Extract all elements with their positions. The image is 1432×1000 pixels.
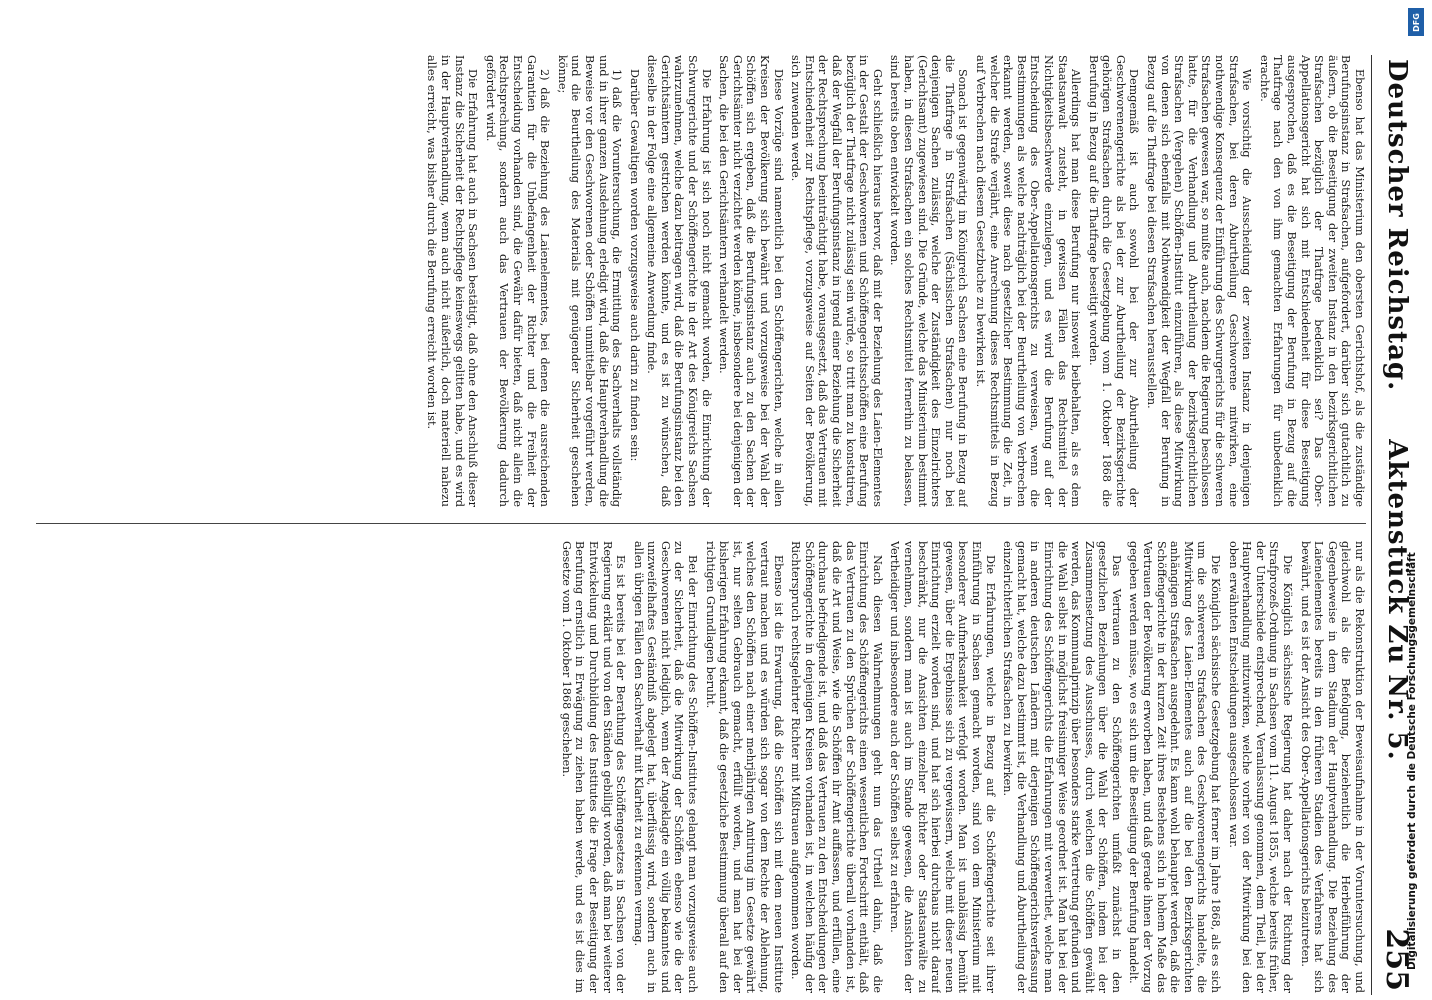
rotated-content <box>30 55 1420 995</box>
paragraph: Wie vorsichtig die Ausscheidung der zweiten Instanz in denjenigen Strafsachen, bei deren Aburtheilung Geschworene mitwirken, eine nothwendige Konsequenz der Einführung des Schwurgerichts für die schweren Strafsachen gewesen war, so mußte auch, nachdem die Regierung beschlossen hatte, für die Verhandlung und Aburtheilung der bezirksgerichtlichen Strafsachen (Vergehen) Schöffen-Institut einzuführen, als diese Mitwirkung von denen sich ebenfalls mit Nothwendigkeit der Wegfall der Berufung in Bezug auf die Thatfrage bei diesen Strafsachen herausstellen. <box>1145 55 1254 507</box>
right-column <box>36 541 1366 993</box>
section-title: Aktenstück Zu Nr. 5. <box>1382 439 1412 761</box>
paragraph: 2) daß die Beziehung des Laienelementes, bei denen die ausreichenden Garantien für die Unbefangenheit der Richter und die Freiheit der Entscheidung vorhanden sind, die Gewähr dafür bieten, daß nicht allein die Rechtsprechung, sondern auch das Vertrauen der Bevölkerung dadurch gefördert wird. <box>483 55 552 507</box>
paragraph: Das Vertrauen zu den Schöffengerichten umfaßt zunächst in den gesetzlichen Beziehungen über die Wahl der Schöffen, indem bei der Zusammensetzung des Ausschusses, durch welchen die Schöffen gewählt werden, das Kommunalprinzip über besonders starke Vertretung gefunden und die Wahl selbst in möglichst freisinniger Weise geordnet ist. Man hat bei der Einrichtung des Schöffengerichts die Erfahrungen mit verwerthet, welche man in anderen deutschen Ländern mit derjenigen Schöffengerichtsverfassung gemacht hat, welche dazu bestimmt ist, die Verhandlung und Aburtheilung der einzelrichterlichen Strafsachen zu bewirken. <box>1001 541 1123 993</box>
paragraph: Ebenso ist die Erwartung, daß die Schöffen sich mit dem neuen Institute vertraut machen und es würden sich sogar von dem Rechte der Ablehnung, welches den Schöffen nach einer mehrjährigen Amtirung im Gesetze gewährt ist, nur selten Gebrauch gemacht, erfüllt worden, und man hat bei der bisherigen Erfahrung erkannt, daß die gesetzliche Bestimmung überall auf den richtigen Grundlagen beruht. <box>703 541 785 993</box>
left-column <box>36 55 1366 507</box>
journal-title: Deutscher Reichstag. <box>1382 59 1412 392</box>
dfg-logo <box>1408 8 1424 36</box>
paragraph: Die Erfahrungen, welche in Bezug auf die Schöffengerichte seit ihrer Einführung in Sachsen gemacht worden, sind von dem Ministerium mit besonderer Aufmerksamkeit verfolgt worden. Man ist unablässig bemüht gewesen, über die Ergebnisse sich zu vergewissern, welche mit dieser neuen Einrichtung erzielt worden sind, und hat sich hierbei durchaus nicht darauf beschränkt, nur die Ansichten einzelner Richter oder Staatsanwälte zu vernehmen, sondern man ist auch im Stande gewesen, die Ansichten der Vertheidiger und insbesondere auch der Schöffen selbst zu erfahren. <box>888 541 997 993</box>
paragraph: Diese Vorzüge sind namentlich bei den Schöffengerichten, welche in allen Kreisen der Bevölkerung sich bewährt und vorzugsweise bei der Wahl der Schöffen sich ergeben, daß die Berufungsinstanz auch zu den Sachen der Gerichtsämter nicht verzichtet werden könne, insbesondere bei denjenigen der Sachen, die bei den Gerichtsämtern verhandelt werden. <box>717 55 785 507</box>
paragraph: Darüber Gewaltigen worden vorzugsweise auch darin zu finden sein: <box>627 69 641 462</box>
paragraph: Geht schließlich hieraus hervor, daß mit der Beziehung des Laien-Elementes in der Gestalt der Geschworenen und Schöffengerichtsschöffen eine Berufung bezüglich der Thatfrage nicht zulässig sein würde, so tritt man zu konstatiren, daß der Wegfall der Berufungsinstanz in irgend einer Beziehung die Sicherheit der Rechtsprechung beeinträchtigt habe, vorausgesetzt, daß das Vertrauen mit Entschiedenheit zur Rechtspflege, vorzugsweise auf Seiten der Bevölkerung, sich zuwenden werde. <box>789 55 884 507</box>
digitization-credit: Digitalisierung gefördert durch die Deutsche Forschungsgemeinschaft <box>1406 552 1418 970</box>
text-columns <box>36 55 1366 995</box>
paragraph: Die Königlich sächsische Regierung hat daher nach der Richtung der Strafprozeß-Ordnung in Sachsen vom 11. August 1855, welche bereits früher, der Unterschiede entsprechend, Veranlassung genommen, dem Theil, bei der Hauptverhandlung mitzuwirken, welche vorher von der Mitwirkung bei den oben erwähnten Entscheidungen ausgeschlossen war. <box>1226 541 1295 993</box>
paragraph: Sonach ist gegenwärtig im Königreich Sachsen eine Berufung in Bezug auf die Thatfrage in Strafsachen (Sächsischen Strafsachen) nur noch bei denjenigen Sachen zulässig, welche der Zuständigkeit des Einzelrichters (Gerichtsamt) zugewiesen sind. Die Gründe, welche das Ministerium bestimmt haben, in diesen Strafsachen ein solches Rechtsmittel fernerhin zu belassen, sind bereits oben entwickelt worden. <box>888 55 970 507</box>
paragraph: Ebenso hat das Ministerium den obersten Gerichtshof, als die zuständige Berufungsinstanz in Strafsachen, aufgefordert, darüber sich gutachtlich zu äußern, ob die Beseitigung der zweiten Instanz in den bezirksgerichtlichen Strafsachen bezüglich der Thatfrage bedenklich sei? Das Ober-Appellationsgericht hat sich mit Entschiedenheit für diese Beseitigung ausgesprochen, daß es die Beseitigung der Berufung in Bezug auf die Thatfrage nach den von ihm gemachten Erfahrungen für unbedenklich erachte. <box>1257 55 1366 507</box>
paragraph: Allerdings hat man diese Berufung nur insoweit beibehalten, als es dem Staatsanwalt zusteht, in gewissen Fällen das Rechtsmittel der Nichtigkeitsbeschwerde einzulegen, und es wird die Berufung auf der Entscheidung des Ober-Appellationsgerichts zu verweisen, wenn die Bestimmungen als welche nachträglich bei der Beurtheilung von Verbrechen erkannt werden, soweit diese nach gesetzlicher Bestimmung die Zeit, in welcher die Strafe verjährt, eine Anrechnung dieses Rechtsmittels in Bezug auf Verbrechen nach diesem Gesetzbuche zu bewirken ist. <box>973 55 1083 507</box>
paragraph: Die Königlich sächsische Gesetzgebung hat ferner im Jahre 1868, als es sich um die schwereren Strafsachen des Geschworenengerichts handelte, die Mitwirkung des Laien-Elementes auch auf die bei den Bezirksgerichten anhängigen Strafsachen ausgedehnt. Es kann wohl behauptet werden, daß die Schöffengerichte in der kurzen Zeit ihres Bestehens sich in hohem Maße das Vertrauen der Bevölkerung erworben haben, und daß gerade ihnen der Vorzug gegeben werden müsse, wo es sich um die Beseitigung der Berufung handelt. <box>1127 541 1223 993</box>
paragraph: Die Erfahrung ist sich noch nicht gemacht worden, die Einrichtung der Schwurgerichte und der Schöffengerichte in der Art des Königreichs Sachsen wahrzunehmen, welche dazu beitragen wird, daß die Berufungsinstanz bei den Gerichtsämtern gestrichen werden könnte, und es ist zu wünschen, daß dieselbe in der Folge eine allgemeine Anwendung finde. <box>645 55 713 507</box>
page-number: 255 <box>1379 928 1414 991</box>
paragraph: nur als die Rekonstruktion der Beweisaufnahme in der Voruntersuchung, und gleichwohl als die Befolgung, beziehentlich die Herbeiführung der Gegenbeweise in dem Stadium der Hauptverhandlung. Die Beziehung des Laienelementes bereits in den früheren Stadien des Verfahrens hat sich bewährt, und es ist der Ansicht des Ober-Appellationsgerichts beizutreten. <box>1298 541 1366 993</box>
paragraph: 1) daß die Voruntersuchung, die Ermittlung des Sachverhalts vollständig und in ihrer ganzen Ausdehnung erledigt wird, daß die Hauptverhandlung die Beweise vor den Geschworenen oder Schöffen unmittelbar vorgeführt werden, und die Beurtheilung des Materials mit genügender Sicherheit geschehen könne; <box>555 55 624 507</box>
dfg-logo-text: DFG <box>1411 12 1421 32</box>
paragraph: Die Erfahrung hat auch in Sachsen bestätigt, daß ohne den Anschluß dieser Instanz die Sicherheit der Rechtspflege keineswegs gelitten habe, und es wird in der Hauptverhandlung, wenn auch nicht äußerlich, doch materiell nahezu alles erreicht, was bisher durch die Berufung erreicht worden ist. <box>425 55 480 507</box>
paragraph: Bei der Einrichtung des Schöffen-Institutes gelangt man vorzugsweise auch zu der Sicherheit, daß die Mitwirkung der Schöffen ebenso wie die der Geschworenen nicht lediglich, wenn der Angeklagte ein völlig bekanntes und unzweifelhaftes Geständniß abgelegt hat, überflüssig wird, sondern auch in allen übrigen Fällen den Sachverhalt mit Klarheit zu erkennen vermag. <box>631 541 700 993</box>
credit-sidebar <box>1404 40 1428 980</box>
paragraph: Es ist bereits bei der Berathung des Schöffengesetzes in Sachsen von der Regierung erklärt und von den Ständen gebilligt worden, daß man bei weiterer Entwickelung und Durchbildung des Institutes die Frage der Beseitigung der Berufung ernstlich in Erwägung zu ziehen haben werde, und es ist dies im Gesetze vom 1. Oktober 1868 geschehen. <box>559 541 628 993</box>
paragraph: Nach diesen Wahrnehmungen geht nun das Urtheil dahin, daß die Einrichtung des Schöffengerichts einen wesentlichen Fortschritt enthält, daß das Vertrauen zu den Sprüchen der Schöffengerichte überall vorhanden ist, daß die Art und Weise, wie die Schöffen ihr Amt auffassen, und erfüllen, eine durchaus befriedigende ist, und daß das Vertrauen zu den Entscheidungen der Schöffengerichte in denjenigen Kreisen vorhanden ist, in welchen häufig der Richterspruch rechtsgelehrter Richter mit Mißtrauen aufgenommen worden. <box>789 541 884 993</box>
column-divider <box>36 523 1366 524</box>
paragraph: Demgemäß ist auch sowohl bei der zur Aburtheilung der Geschworenengerichte als bei der zur Aburtheilung der Bezirksgerichte gehörigen Strafsachen durch die Gesetzgebung vom 1. Oktober 1868 die Berufung in Bezug auf die Thatfrage beseitigt worden. <box>1086 55 1141 507</box>
